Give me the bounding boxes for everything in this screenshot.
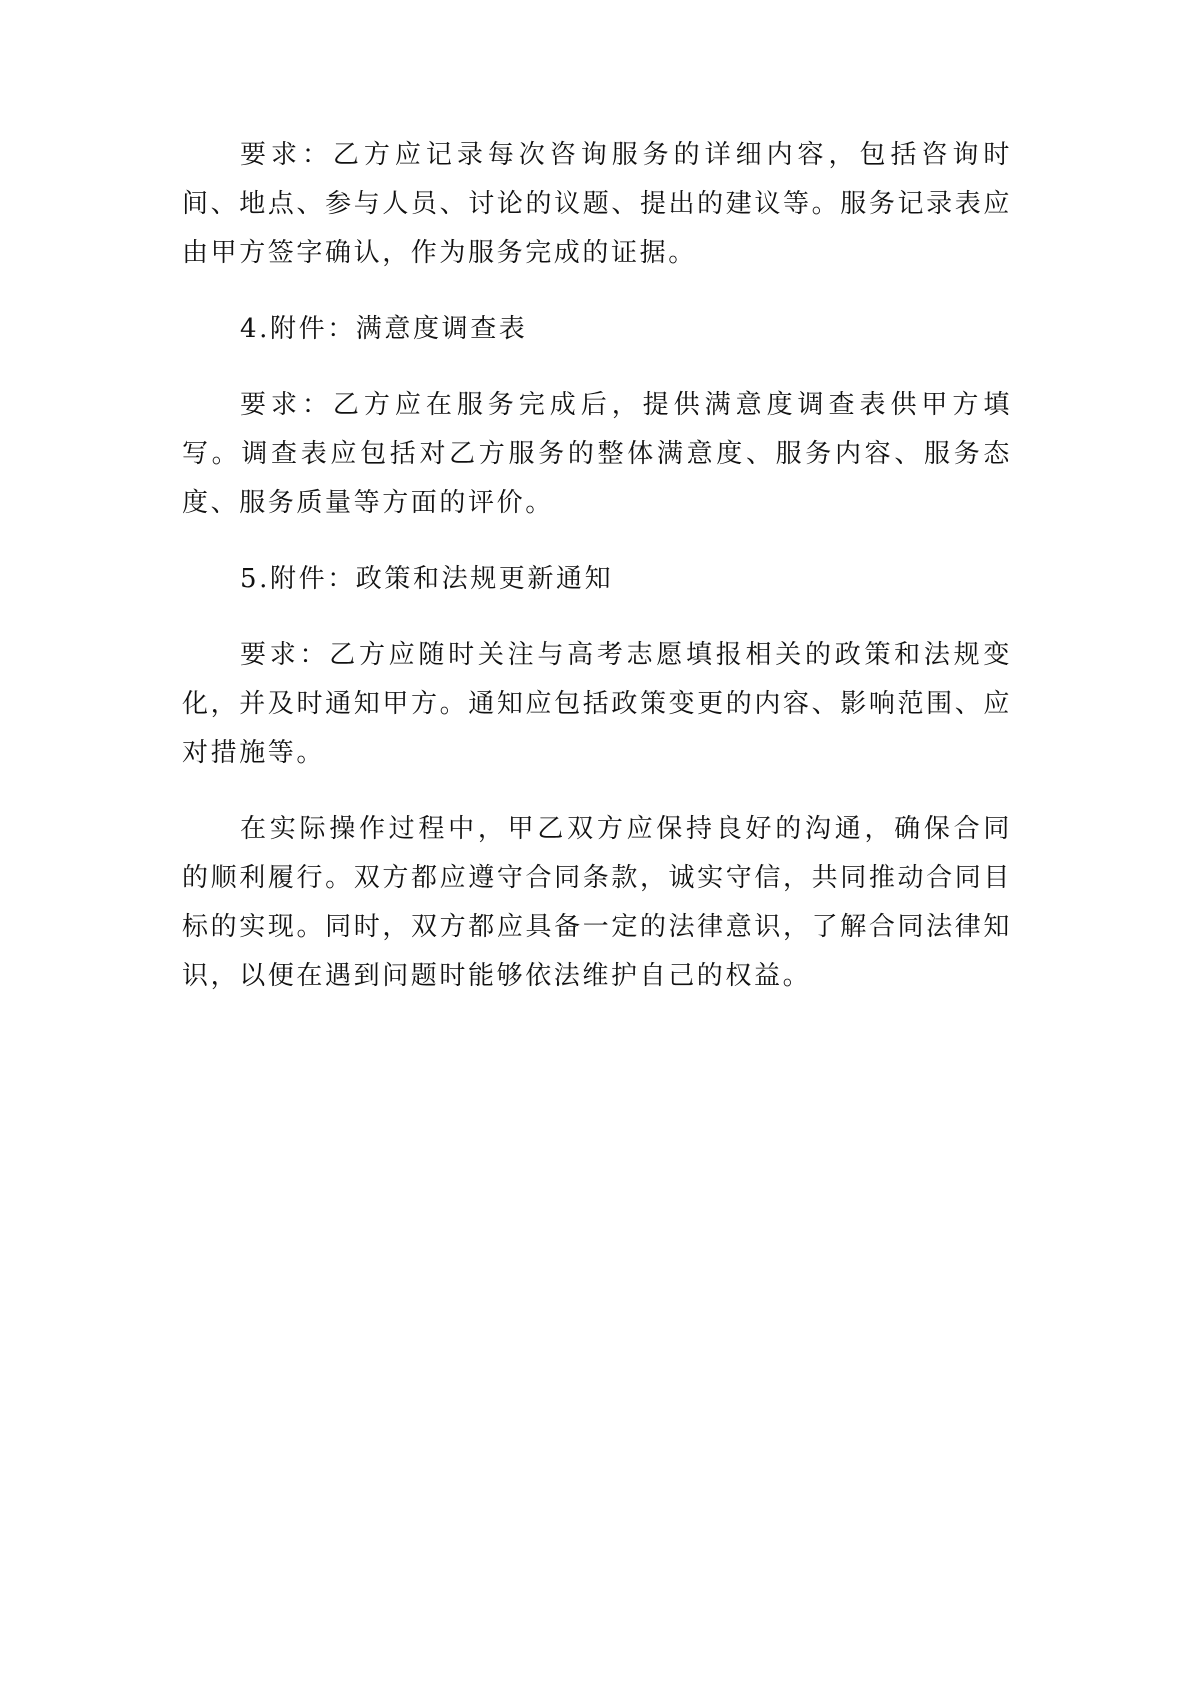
paragraph-closing-statement: 在实际操作过程中，甲乙双方应保持良好的沟通，确保合同的顺利履行。双方都应遵守合同条款，诚实守信，共同推动合同目标的实现。同时，双方都应具备一定的法律意识，了解合同法律知识，以便在遇到问题时能够依法维护自己的权益。 [182,814,1012,991]
paragraph-policy-update-requirement: 要求：乙方应随时关注与高考志愿填报相关的政策和法规变化，并及时通知甲方。通知应包括政策变更的内容、影响范围、应对措施等。 [182,640,1012,768]
paragraph-service-record-requirement: 要求：乙方应记录每次咨询服务的详细内容，包括咨询时间、地点、参与人员、讨论的议题、提出的建议等。服务记录表应由甲方签字确认，作为服务完成的证据。 [182,140,1012,268]
document-body [182,131,1012,1028]
heading-attachment-5: 5.附件：政策和法规更新通知 [240,564,614,594]
heading-attachment-4: 4.附件：满意度调查表 [240,314,528,344]
paragraph-satisfaction-survey-requirement: 要求：乙方应在服务完成后，提供满意度调查表供甲方填写。调查表应包括对乙方服务的整体满意度、服务内容、服务态度、服务质量等方面的评价。 [182,390,1012,518]
